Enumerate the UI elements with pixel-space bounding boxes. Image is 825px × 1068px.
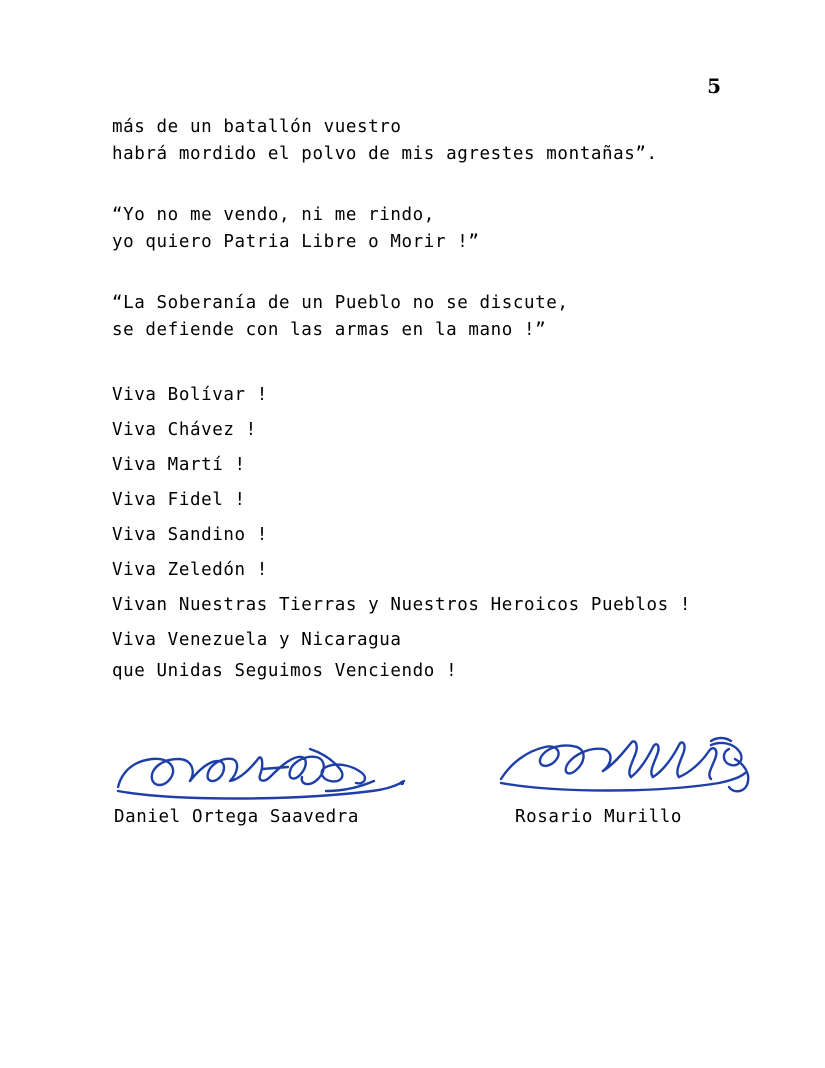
stanza-1-line-1: más de un batallón vuestro — [112, 117, 402, 137]
document-body — [112, 114, 772, 685]
list-item: Viva Sandino ! — [112, 525, 268, 545]
stanza-1-line-2: habrá mordido el polvo de mis agrestes montañas”. — [112, 144, 658, 164]
stanza-2-line-2: yo quiero Patria Libre o Morir !” — [112, 232, 480, 252]
list-item: Viva Martí ! — [112, 455, 246, 475]
stanza-3 — [112, 290, 772, 344]
signature-block-rosario-murillo — [497, 735, 772, 827]
signature-name-daniel-ortega: Daniel Ortega Saavedra — [114, 807, 359, 827]
page-number: 5 — [707, 74, 721, 98]
signature-area — [112, 735, 772, 830]
list-item: Viva Fidel ! — [112, 490, 246, 510]
stanza-1 — [112, 114, 772, 168]
viva-list — [112, 378, 772, 685]
signature-block-daniel-ortega — [112, 735, 452, 827]
list-item: Vivan Nuestras Tierras y Nuestros Heroicos Pueblos ! — [112, 595, 692, 615]
list-item: Viva Zeledón ! — [112, 560, 268, 580]
list-item: Viva Bolívar ! — [112, 385, 268, 405]
signature-name-rosario-murillo: Rosario Murillo — [515, 807, 683, 827]
handwritten-signature-icon — [112, 735, 452, 805]
list-item: Viva Venezuela y Nicaragua — [112, 630, 402, 650]
stanza-3-line-2: se defiende con las armas en la mano !” — [112, 320, 547, 340]
handwritten-signature-icon — [497, 735, 772, 805]
stanza-2 — [112, 202, 772, 256]
list-item: Viva Chávez ! — [112, 420, 257, 440]
stanza-3-line-1: “La Soberanía de un Pueblo no se discute, — [112, 293, 569, 313]
list-item: que Unidas Seguimos Venciendo ! — [112, 661, 458, 681]
stanza-2-line-1: “Yo no me vendo, ni me rindo, — [112, 205, 435, 225]
